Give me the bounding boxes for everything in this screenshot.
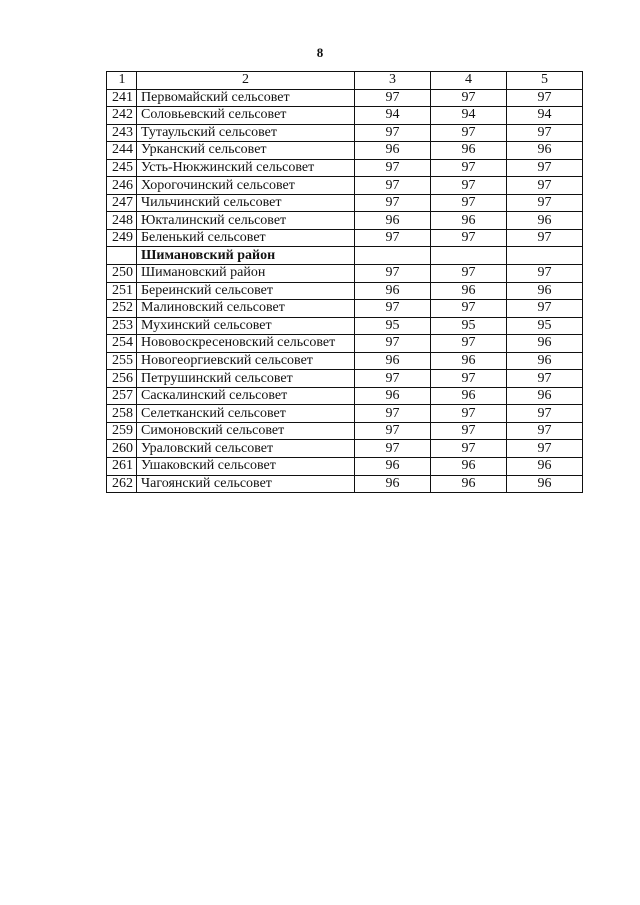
row-number: 243	[107, 124, 137, 142]
value-col-4: 97	[431, 159, 507, 177]
value-col-4: 97	[431, 370, 507, 388]
value-col-3: 94	[355, 107, 431, 125]
value-col-5: 97	[507, 229, 583, 247]
value-col-4: 96	[431, 212, 507, 230]
value-col-4: 96	[431, 352, 507, 370]
value-col-3: 97	[355, 265, 431, 283]
table-row	[107, 335, 583, 353]
row-number: 252	[107, 300, 137, 318]
value-col-3: 97	[355, 177, 431, 195]
settlement-name: Селетканский сельсовет	[137, 405, 355, 423]
value-col-3: 95	[355, 317, 431, 335]
value-col-4: 97	[431, 300, 507, 318]
value-col-3: 97	[355, 89, 431, 107]
value-col-3: 97	[355, 370, 431, 388]
value-col-4: 97	[431, 89, 507, 107]
value-col-4: 97	[431, 229, 507, 247]
table-row	[107, 422, 583, 440]
value-col-5: 97	[507, 265, 583, 283]
settlement-name: Петрушинский сельсовет	[137, 370, 355, 388]
table-body	[107, 72, 583, 493]
value-col-3: 96	[355, 142, 431, 160]
table-row	[107, 405, 583, 423]
settlement-name: Шимановский район	[137, 265, 355, 283]
row-number: 257	[107, 387, 137, 405]
row-number: 250	[107, 265, 137, 283]
table-row	[107, 317, 583, 335]
value-col-5: 94	[507, 107, 583, 125]
settlement-name: Первомайский сельсовет	[137, 89, 355, 107]
value-col-5: 96	[507, 282, 583, 300]
value-col-3	[355, 247, 431, 265]
value-col-5: 96	[507, 387, 583, 405]
row-number: 254	[107, 335, 137, 353]
settlement-name: Урканский сельсовет	[137, 142, 355, 160]
table-row	[107, 370, 583, 388]
table-row	[107, 265, 583, 283]
row-number: 246	[107, 177, 137, 195]
row-number: 244	[107, 142, 137, 160]
value-col-4: 97	[431, 177, 507, 195]
settlement-name: Саскалинский сельсовет	[137, 387, 355, 405]
value-col-3: 96	[355, 212, 431, 230]
value-col-5	[507, 247, 583, 265]
value-col-4: 97	[431, 440, 507, 458]
column-header-1: 1	[107, 72, 137, 90]
row-number: 259	[107, 422, 137, 440]
value-col-4: 96	[431, 142, 507, 160]
settlement-name: Мухинский сельсовет	[137, 317, 355, 335]
value-col-5: 96	[507, 335, 583, 353]
table-row	[107, 229, 583, 247]
value-col-3: 97	[355, 229, 431, 247]
page-number: 8	[316, 45, 324, 60]
column-header-5: 5	[507, 72, 583, 90]
settlement-name: Чильчинский сельсовет	[137, 194, 355, 212]
table-row	[107, 458, 583, 476]
value-col-5: 95	[507, 317, 583, 335]
row-number: 255	[107, 352, 137, 370]
value-col-3: 96	[355, 387, 431, 405]
table-header-row	[107, 72, 583, 90]
value-col-5: 96	[507, 352, 583, 370]
value-col-3: 97	[355, 194, 431, 212]
settlement-name: Ушаковский сельсовет	[137, 458, 355, 476]
value-col-4: 95	[431, 317, 507, 335]
data-table	[106, 71, 583, 493]
value-col-5: 96	[507, 458, 583, 476]
value-col-3: 97	[355, 124, 431, 142]
row-number	[107, 247, 137, 265]
row-number: 256	[107, 370, 137, 388]
value-col-5: 97	[507, 194, 583, 212]
value-col-5: 96	[507, 142, 583, 160]
table-row	[107, 159, 583, 177]
section-title: Шимановский район	[137, 247, 355, 265]
value-col-4: 96	[431, 387, 507, 405]
row-number: 253	[107, 317, 137, 335]
row-number: 261	[107, 458, 137, 476]
value-col-5: 97	[507, 370, 583, 388]
settlement-name: Юкталинский сельсовет	[137, 212, 355, 230]
settlement-name: Чагоянский сельсовет	[137, 475, 355, 493]
table-row	[107, 89, 583, 107]
value-col-3: 97	[355, 422, 431, 440]
value-col-4: 97	[431, 422, 507, 440]
value-col-5: 97	[507, 89, 583, 107]
value-col-3: 96	[355, 352, 431, 370]
value-col-5: 97	[507, 405, 583, 423]
value-col-5: 96	[507, 212, 583, 230]
value-col-4: 97	[431, 124, 507, 142]
value-col-3: 96	[355, 282, 431, 300]
value-col-3: 97	[355, 405, 431, 423]
table-row	[107, 194, 583, 212]
value-col-3: 97	[355, 300, 431, 318]
settlement-name: Соловьевский сельсовет	[137, 107, 355, 125]
value-col-5: 96	[507, 475, 583, 493]
column-header-3: 3	[355, 72, 431, 90]
value-col-4: 94	[431, 107, 507, 125]
value-col-3: 97	[355, 335, 431, 353]
table-row	[107, 142, 583, 160]
value-col-4	[431, 247, 507, 265]
row-number: 262	[107, 475, 137, 493]
value-col-4: 96	[431, 475, 507, 493]
table-row	[107, 387, 583, 405]
row-number: 248	[107, 212, 137, 230]
row-number: 251	[107, 282, 137, 300]
row-number: 247	[107, 194, 137, 212]
value-col-5: 97	[507, 440, 583, 458]
table-row	[107, 475, 583, 493]
table-row	[107, 440, 583, 458]
value-col-3: 97	[355, 440, 431, 458]
value-col-4: 97	[431, 194, 507, 212]
value-col-5: 97	[507, 422, 583, 440]
settlement-name: Малиновский сельсовет	[137, 300, 355, 318]
row-number: 245	[107, 159, 137, 177]
table-row	[107, 282, 583, 300]
value-col-4: 97	[431, 405, 507, 423]
table-row	[107, 300, 583, 318]
settlement-name: Новогеоргиевский сельсовет	[137, 352, 355, 370]
value-col-4: 97	[431, 335, 507, 353]
value-col-5: 97	[507, 159, 583, 177]
value-col-5: 97	[507, 124, 583, 142]
row-number: 249	[107, 229, 137, 247]
row-number: 242	[107, 107, 137, 125]
settlement-name: Симоновский сельсовет	[137, 422, 355, 440]
value-col-4: 97	[431, 265, 507, 283]
row-number: 241	[107, 89, 137, 107]
settlement-name: Нововоскресеновский сельсовет	[137, 335, 355, 353]
section-header-row	[107, 247, 583, 265]
value-col-5: 97	[507, 177, 583, 195]
table-row	[107, 107, 583, 125]
settlement-name: Ураловский сельсовет	[137, 440, 355, 458]
settlement-name: Хорогочинский сельсовет	[137, 177, 355, 195]
value-col-5: 97	[507, 300, 583, 318]
value-col-4: 96	[431, 282, 507, 300]
value-col-3: 97	[355, 159, 431, 177]
table-row	[107, 352, 583, 370]
column-header-2: 2	[137, 72, 355, 90]
column-header-4: 4	[431, 72, 507, 90]
settlement-name: Усть-Нюкжинский сельсовет	[137, 159, 355, 177]
table-row	[107, 212, 583, 230]
row-number: 260	[107, 440, 137, 458]
table-row	[107, 177, 583, 195]
value-col-3: 96	[355, 475, 431, 493]
table-row	[107, 124, 583, 142]
row-number: 258	[107, 405, 137, 423]
settlement-name: Тутаульский сельсовет	[137, 124, 355, 142]
settlement-name: Беленький сельсовет	[137, 229, 355, 247]
value-col-3: 96	[355, 458, 431, 476]
settlement-name: Береинский сельсовет	[137, 282, 355, 300]
value-col-4: 96	[431, 458, 507, 476]
